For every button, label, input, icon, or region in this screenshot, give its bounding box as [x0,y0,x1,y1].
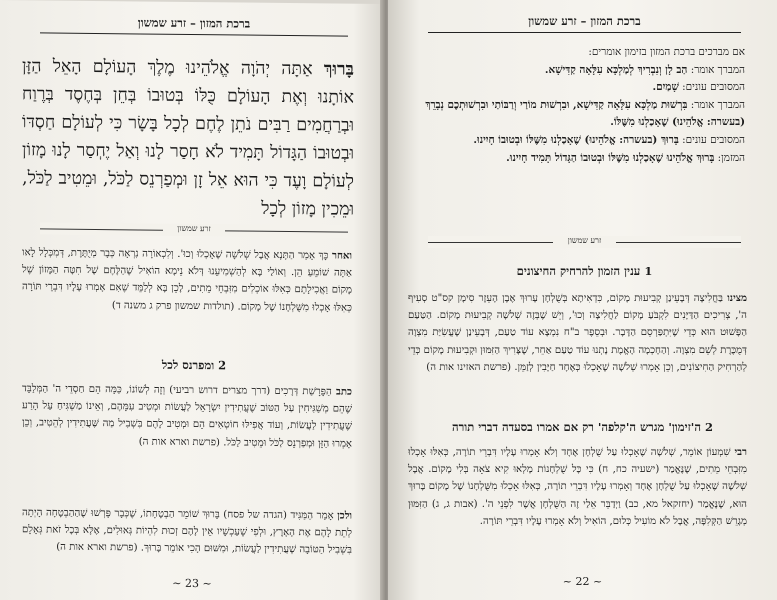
para-lead-word: ואחר [332,250,352,262]
blessing-lead-word: בָּרוּךְ [323,59,354,80]
sub-heading-num: 1 [644,264,653,278]
sub-heading [40,356,348,373]
commentary-paragraph-2 [408,444,747,572]
para-body: כָּךְ אָמַר הַתָּנָא אֲבָל שְׁלֹשָׁה שֶׁאָכְלוּ וְכוּ'. וְלִכְאוֹרָה נִרְאָה כְּבָר מְיֻתֶּרֶת, דְּמִכְּלָל לָאו אַתָּה שׁוֹמֵעַ הֵן. וְאוֹלַי בָּא לְהַשְׁמִיעֵנוּ דְּלֹא נֵימָא הוֹאִיל שֶׁהַלֶּחֶם שֶׁל חִטָּה הַמָּזוֹן שֶׁל מָקוֹם וַאֲכִילָתָם כְּאִלּוּ אוֹכְלִים מִזִּבְחֵי מֵתִים, לָכֵן בָּא לְלַמֵּד שֶׁאִם אָמְרוּ עָלָיו דִּבְרֵי תּוֹרָה כְּאִלּוּ אָכְלוּ מִשֻּׁלְחָנוֹ שֶׁל מָקוֹם. (תולדות שמשון פרק ג משנה ד) [22,247,352,314]
para-lead-word: מצינו [727,293,747,304]
zimun-label: המסובים עונים: [682,81,745,94]
zimun-line [408,150,745,168]
zimun-title: אם מברכים ברכת המזון בזימון אומרים: [588,46,745,58]
blessing-body: אַתָּה יְהֹוָה אֱלֹהֵינוּ מֶלֶךְ הָעוֹלָם הָאֵל הַזָּן אוֹתָנוּ וְאֶת הָעוֹלָם כֻּלּוֹ בְּטוּבוֹ בְּחֵן בְּחֶסֶד בְּרֶוַח וּבְרַחֲמִים רַבִּים נֹתֵן לֶחֶם לְכָל בָּשָׂר כִּי לְעוֹלָם חַסְדּוֹ וּבְטוּבוֹ הַגָּדוֹל תָּמִיד לֹא חָסַר לָנוּ וְאַל יֶחְסַר לָנוּ מָזוֹן לְעוֹלָם וָעֶד כִּי הוּא אֵל זָן וּמְפַרְנֵס לַכֹּל, וּמֵטִיב לַכֹּל, וּמֵכִין מָזוֹן לְכָל [22,56,354,220]
zimun-label: המזמן: [717,151,745,164]
zimun-line [408,62,745,80]
separator-label: זרע שמשון [173,224,214,233]
zimun-label: המברך אומר: [690,98,745,111]
sub-heading-text: ה'זימון' מגרש ה'קלפה' רק אם אמרו בסעדה דברי תורה [452,420,701,434]
sub-heading-num: 2 [218,358,227,373]
page-number: ~ 23 ~ [172,576,212,591]
commentary-paragraph-1 [408,290,747,412]
para-lead-word: ולכן [337,510,352,522]
para-body: בַּחֲלִיצָה דְּבָעֵינַן קְבִיעוּת מָקוֹם, כִּדְאִיתָא בְּשֻׁלְחָן עָרוּךְ אֶבֶן הָעֵזֶר סִימָן קס"ט סְעִיף ה', צְרִיכִים הַדַּיָּנִים לִקְבֹּעַ מָקוֹם לַחֲלִיצָה וְכוּ', וְיֵשׁ שֶׁבְּזֶה שְׁלֹשָׁה קְבִיעוּת מָקוֹם. הַטַּעַם הַפָּשׁוּט הוּא כְּדֵי שֶׁיִּתְפַּרְסֵם הַדָּבָר. וּבְסֵפֶר ב"ח נִמְצָא עוֹד טַעַם, דְּבָעֵינַן שֶׁעֲשִׂיַּת מִצְוָה דְּמֻכֶּרֶת לְשֵׁם מִצְוָה. וְהַחָכְמָה הָאֱמֶת נָתְנוּ עוֹד טַעַם אַחֵר, שֶׁצָּרִיךְ הַזִּמּוּן וּקְבִיעוּת מָקוֹם כְּדֵי לְהַרְחִיק הַחִיצוֹנִים, וְכֵן אָמְרוּ שְׁלֹשָׁה שֶׁאָכְלוּ כְּאֶחָד חַיָּבִין לְזַמֵּן. (פרשת האזינו אות ה) [408,293,747,373]
para-body: שִׁמְעוֹן אוֹמֵר, שְׁלֹשָׁה שֶׁאָכְלוּ עַל שֻׁלְחָן אֶחָד וְלֹא אָמְרוּ עָלָיו דִּבְרֵי תוֹרָה, כְּאִלּוּ אָכְלוּ מִזִּבְחֵי מֵתִים, שֶׁנֶּאֱמַר (ישעיה כח, ח) כִּי כָּל שֻׁלְחָנוֹת מָלְאוּ קִיא צֹאָה בְּלִי מָקוֹם. אֲבָל שְׁלֹשָׁה שֶׁאָכְלוּ עַל שֻׁלְחָן אֶחָד וְאָמְרוּ עָלָיו דִּבְרֵי תוֹרָה, כְּאִלּוּ אָכְלוּ מִשֻּׁלְחָנוֹ שֶׁל מָקוֹם בָּרוּךְ הוּא, שֶׁנֶּאֱמַר (יחזקאל מא, כב) וַיְדַבֵּר אֵלַי זֶה הַשֻּׁלְחָן אֲשֶׁר לִפְנֵי ה'. (אבות ג, ג) הַזִּמּוּן מְגָרֵשׁ הַקְּלִפָּה, אֲבָל לֹא מוֹעִיל כְּלוּם, הוֹאִיל וְלֹא אָמְרוּ עָלָיו דִּבְרֵי תּוֹרָה. [408,447,747,527]
para-lead-word: רבי [734,447,747,458]
commentary-paragraph-1 [22,244,352,351]
zimun-text: בִּרְשׁוּת מַלְכָּא עִלָּאָה קַדִּישָׁא, וּבִרְשׁוּת מוֹרַי וְרַבּוֹתַי וּבִרְשׁוּתְכֶם נְבָרֵךְ (בעשרה: אֱלֹהֵינוּ) שֶׁאָכַלְנוּ מִשֶּׁלּוֹ. [425,98,745,129]
sub-heading [428,264,741,278]
separator-label: זרע שמשון [564,236,605,245]
para-body: אָמַר הַמַּגִּיד (הגדה של פסח) בָּרוּךְ שׁוֹמֵר הַבְטָחָתוֹ, שֶׁכְּבָר פָּרְשׁוּ שֶׁהַהַבְטָחָה הָיְתָה לְתֵת לָהֶם אֶת הָאָרֶץ, וּלְפִי שֶׁעַכְשָׁיו אֵין לָהֶם זְכוּת לִהְיוֹת גְּאוּלִים, אֶלָּא בְּכָל זֹאת גְּאָלָם בִּשְׁבִיל הַטּוֹבָה שֶׁעֲתִידִין לַעֲשׂוֹת, וּמִשּׁוּם הָכִי אוֹמֵר בָּרוּךְ. (פרשת וארא אות ה) [22,507,352,557]
zimun-label: המסובים עונים: [682,133,745,146]
running-head: ברכת המזון – זרע שמשון [40,14,348,36]
commentary-paragraph-3 [22,504,352,577]
separator [428,236,741,248]
zimun-text: בָּרוּךְ אֱלֹהֵינוּ שֶׁאָכַלְנוּ מִשֶּׁלּוֹ וּבְטוּבוֹ הַגָּדוֹל תָּמִיד חָיִינוּ. [506,151,715,164]
zimun-text: הַב לָן וְנִבְרִיךְ לְמַלְכָּא עִלָּאָה קַדִּישָׁא. [544,63,688,76]
zimun-text: בָּרוּךְ (בעשרה: אֱלֹהֵינוּ) שֶׁאָכַלְנוּ מִשֶּׁלּוֹ וּבְטוּבוֹ חָיִינוּ. [473,133,679,146]
para-body: הַפָּרָשַׁת דְּרָכִים (דרך מצרים דרוש רביעי) וְזֶה לְשׁוֹנוֹ, כַּמָּה הֵם חַסְדֵי ה' הַמְּלַבֵּד שֶׁהֵם מְשַׁגִּיחִין עַל הַטּוֹב שֶׁעֲתִידִין יִשְׂרָאֵל לַעֲשׂוֹת וּמְטִיב עִמָּהֶם, וְאֵינוֹ מַשְׁגִּיחַ עַל הָרַע שֶׁעֲתִידִין לַעֲשׂוֹת, וְעוֹד אֲפִילּוּ חוֹטְאִים הֵם וּמְטִיב לָהֶם בִּשְׁבִיל מַה שֶּׁעֲתִידִין לְהֵטִיב, וְכֵן אָמְרוּ הַזָּן וּמְפַרְנֵס לַכֹּל וּמֵטִיב לַכֹּל. (פרשת וארא אות ה) [22,383,352,450]
zimun-section [408,44,745,167]
page-23 [0,0,384,600]
page-number: ~ 22 ~ [562,575,603,588]
zimun-line [408,132,745,150]
blessing-text [22,52,354,223]
zimun-text: שָׁמַיִם. [652,81,679,94]
sub-heading-text: ענין הזמון להרחיק החיצונים [516,264,641,278]
running-head: ברכת המזון – זרע שמשון [428,14,741,33]
zimun-line [408,79,745,97]
sub-heading-num: 2 [704,420,713,434]
page-22 [388,0,777,600]
zimun-label: המברך אומר: [690,63,745,76]
para-lead-word: כתב [336,386,352,398]
zimun-line [408,97,745,132]
sub-heading [418,420,747,434]
commentary-paragraph-2 [22,380,352,503]
sub-heading-text: ומפרנס לכל [161,357,215,373]
separator [40,222,348,237]
